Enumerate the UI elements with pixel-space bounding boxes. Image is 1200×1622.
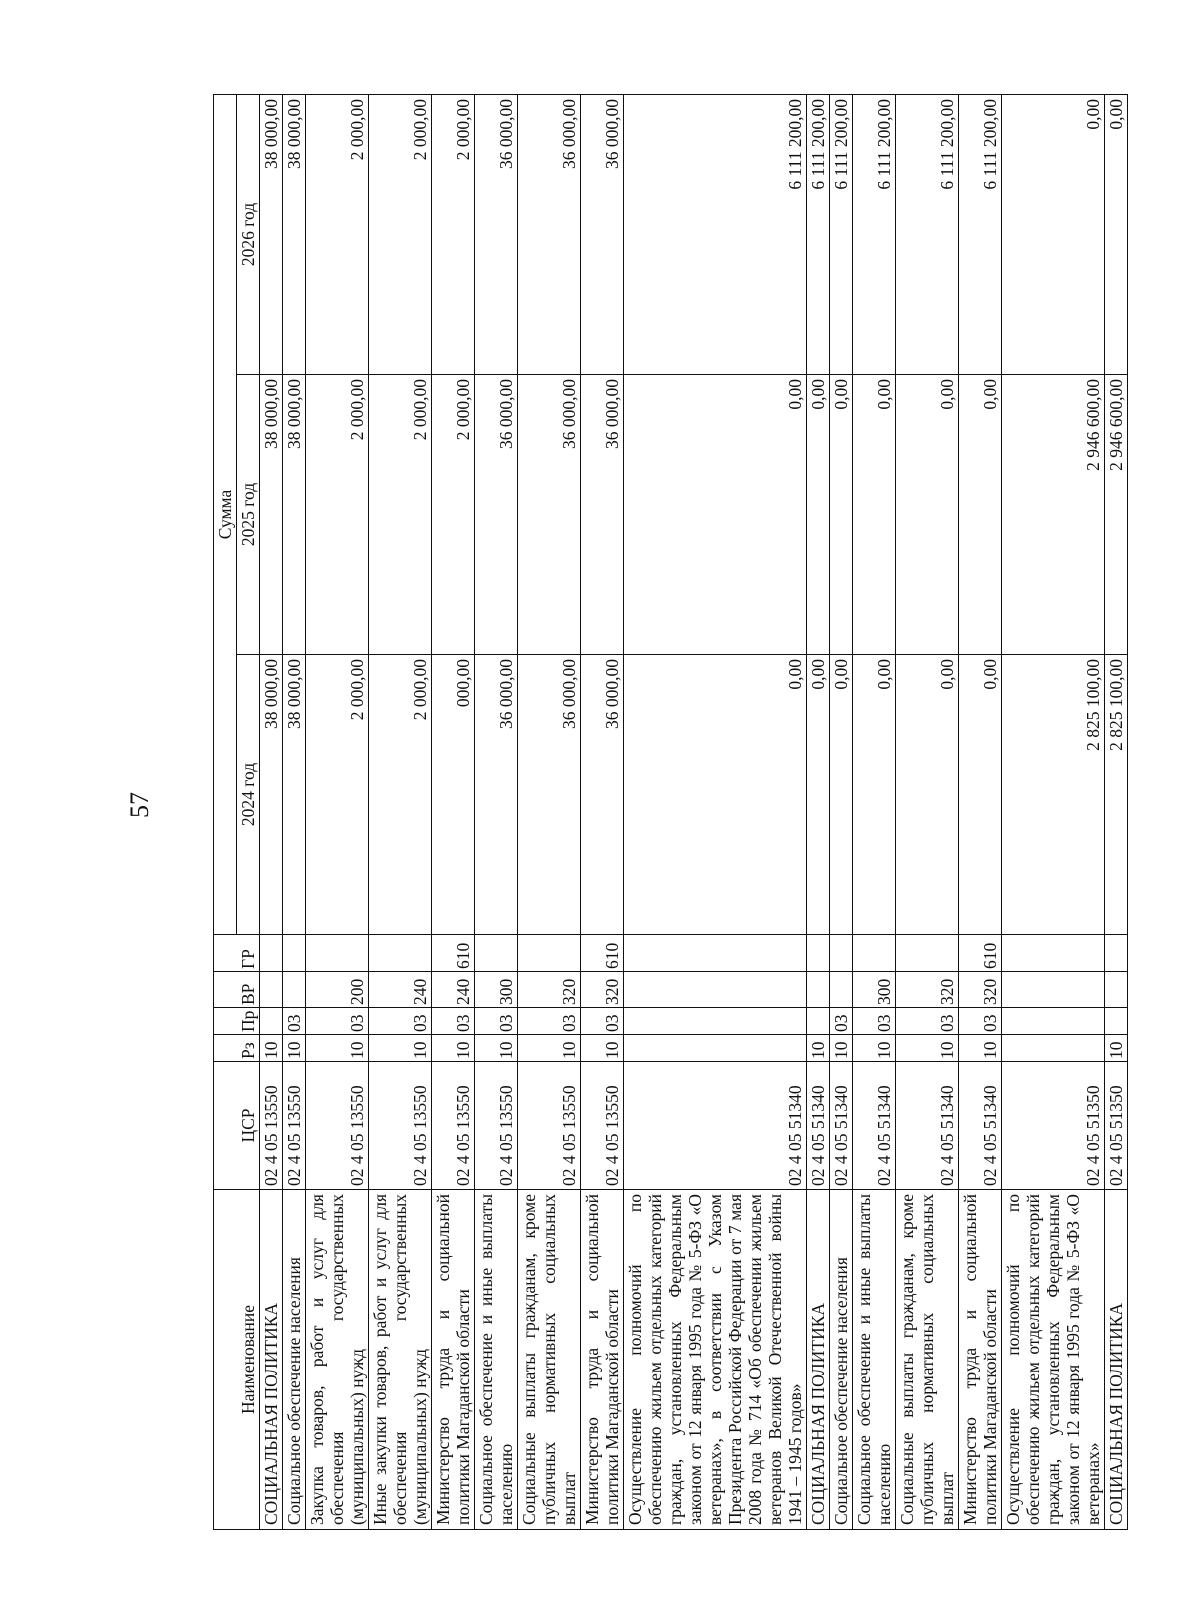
row-rz [1002, 1035, 1105, 1062]
row-gr [1002, 935, 1105, 972]
row-csr: 02 4 05 51340 [853, 1062, 896, 1190]
row-gr [260, 935, 283, 972]
row-pr: 03 [896, 1008, 959, 1035]
row-vr [624, 972, 807, 1008]
row-gr [1105, 935, 1128, 972]
row-gr [853, 935, 896, 972]
row-name: Министерство труда и социальной политики Магаданской области [581, 1190, 624, 1530]
row-sum-2024: 38 000,00 [283, 655, 306, 935]
header-vr: ВР [214, 972, 260, 1008]
row-name: Социальное обеспечение населения [283, 1190, 306, 1530]
row-sum-2024: 0,00 [853, 655, 896, 935]
header-csr: ЦСР [214, 1062, 260, 1190]
table-row [369, 94, 432, 1529]
row-csr: 02 4 05 13550 [369, 1062, 432, 1190]
row-sum-2024: 0,00 [959, 655, 1002, 935]
row-csr: 02 4 05 51340 [624, 1062, 807, 1190]
row-sum-2026: 6 111 200,00 [959, 94, 1002, 374]
row-name: Социальное обеспечение населения [830, 1190, 853, 1530]
row-rz: 10 [581, 1035, 624, 1062]
row-sum-2026: 6 111 200,00 [624, 94, 807, 374]
table-row [260, 94, 283, 1529]
row-vr [260, 972, 283, 1008]
row-name: Осуществление полномочий по обеспечению жильем отдельных категорий граждан, установленных Федеральным законом от 12 января 1995 года № 5-ФЗ «О ветеранах» [1002, 1190, 1105, 1530]
row-sum-2024: 38 000,00 [260, 655, 283, 935]
row-vr [283, 972, 306, 1008]
row-rz: 10 [369, 1035, 432, 1062]
row-sum-2025: 0,00 [807, 375, 830, 655]
row-csr: 02 4 05 51340 [896, 1062, 959, 1190]
row-name: Социальное обеспечение и иные выплаты населению [475, 1190, 518, 1530]
row-sum-2025: 2 000,00 [306, 375, 369, 655]
row-vr: 300 [853, 972, 896, 1008]
row-sum-2026: 0,00 [1105, 94, 1128, 374]
row-sum-2024: 000,00 [432, 655, 475, 935]
row-sum-2024: 2 000,00 [306, 655, 369, 935]
row-pr: 03 [306, 1008, 369, 1035]
row-pr [260, 1008, 283, 1035]
row-name: СОЦИАЛЬНАЯ ПОЛИТИКА [260, 1190, 283, 1530]
budget-table [213, 94, 1128, 1530]
row-sum-2024: 36 000,00 [581, 655, 624, 935]
row-name: Министерство труда и социальной политики Магаданской области [432, 1190, 475, 1530]
row-vr: 320 [518, 972, 581, 1008]
row-csr: 02 4 05 13550 [432, 1062, 475, 1190]
row-sum-2024: 2 825 100,00 [1002, 655, 1105, 935]
row-vr: 300 [475, 972, 518, 1008]
row-vr: 320 [581, 972, 624, 1008]
row-sum-2024: 0,00 [896, 655, 959, 935]
row-pr: 03 [283, 1008, 306, 1035]
row-vr: 240 [369, 972, 432, 1008]
row-name: СОЦИАЛЬНАЯ ПОЛИТИКА [807, 1190, 830, 1530]
table-row [807, 94, 830, 1529]
row-sum-2026: 6 111 200,00 [807, 94, 830, 374]
row-csr: 02 4 05 13550 [283, 1062, 306, 1190]
row-sum-2026: 2 000,00 [432, 94, 475, 374]
row-pr [807, 1008, 830, 1035]
table-row [896, 94, 959, 1529]
row-vr [830, 972, 853, 1008]
row-sum-2024: 0,00 [830, 655, 853, 935]
row-sum-2025: 38 000,00 [283, 375, 306, 655]
row-rz: 10 [475, 1035, 518, 1062]
rotated-table-container [213, 95, 1126, 1530]
table-row [830, 94, 853, 1529]
row-vr [807, 972, 830, 1008]
table-row [853, 94, 896, 1529]
row-sum-2026: 6 111 200,00 [853, 94, 896, 374]
row-name: Осуществление полномочий по обеспечению жильем отдельных категорий граждан, установленных Федеральным законом от 12 января 1995 года № 5-ФЗ «О ветеранах», в соответствии с Указом Президента Российской Федерации от 7 мая 2008 года № 714 «Об обеспечении жильем ветеранов Великой Отечественной войны 1941 – 1945 годов» [624, 1190, 807, 1530]
row-sum-2025: 38 000,00 [260, 375, 283, 655]
row-sum-2025: 2 946 600,00 [1105, 375, 1128, 655]
row-sum-2026: 0,00 [1002, 94, 1105, 374]
row-sum-2024: 36 000,00 [475, 655, 518, 935]
row-sum-2024: 2 825 100,00 [1105, 655, 1128, 935]
row-rz: 10 [306, 1035, 369, 1062]
row-pr [1002, 1008, 1105, 1035]
table-row [283, 94, 306, 1529]
row-name: Закупка товаров, работ и услуг для обеспечения государственных (муниципальных) нужд [306, 1190, 369, 1530]
row-pr: 03 [369, 1008, 432, 1035]
row-pr [1105, 1008, 1128, 1035]
row-gr [807, 935, 830, 972]
row-csr: 02 4 05 13550 [518, 1062, 581, 1190]
row-gr: 610 [581, 935, 624, 972]
header-sum: Сумма [214, 94, 237, 934]
row-vr [1105, 972, 1128, 1008]
row-sum-2025: 2 946 600,00 [1002, 375, 1105, 655]
row-csr: 02 4 05 51340 [959, 1062, 1002, 1190]
row-sum-2025: 36 000,00 [581, 375, 624, 655]
row-csr: 02 4 05 13550 [306, 1062, 369, 1190]
row-gr [830, 935, 853, 972]
row-sum-2026: 2 000,00 [369, 94, 432, 374]
header-2025: 2025 год [237, 375, 260, 655]
table-header [214, 94, 260, 1529]
row-vr [1002, 972, 1105, 1008]
header-rz: Рз [214, 1035, 260, 1062]
row-sum-2024: 36 000,00 [518, 655, 581, 935]
row-pr: 03 [475, 1008, 518, 1035]
header-2026: 2026 год [237, 94, 260, 374]
header-2024: 2024 год [237, 655, 260, 935]
row-rz: 10 [1105, 1035, 1128, 1062]
row-rz: 10 [959, 1035, 1002, 1062]
row-pr: 03 [853, 1008, 896, 1035]
row-name: Иные закупки товаров, работ и услуг для обеспечения государственных (муниципальных) нужд [369, 1190, 432, 1530]
row-sum-2024: 0,00 [624, 655, 807, 935]
header-name: Наименование [214, 1190, 260, 1530]
row-vr: 200 [306, 972, 369, 1008]
row-rz: 10 [853, 1035, 896, 1062]
row-gr: 610 [432, 935, 475, 972]
header-pr: Пр [214, 1008, 260, 1035]
row-name: Социальные выплаты гражданам, кроме публичных нормативных социальных выплат [518, 1190, 581, 1530]
row-vr: 240 [432, 972, 475, 1008]
row-vr: 320 [959, 972, 1002, 1008]
row-name: Министерство труда и социальной политики Магаданской области [959, 1190, 1002, 1530]
row-name: Социальные выплаты гражданам, кроме публичных нормативных социальных выплат [896, 1190, 959, 1530]
row-gr [369, 935, 432, 972]
table-row [1002, 94, 1105, 1529]
row-sum-2026: 36 000,00 [475, 94, 518, 374]
row-csr: 02 4 05 13550 [475, 1062, 518, 1190]
table-row [959, 94, 1002, 1529]
header-gr: ГР [214, 935, 260, 972]
row-gr [306, 935, 369, 972]
table-row [1105, 94, 1128, 1529]
row-rz [624, 1035, 807, 1062]
table-body [260, 94, 1128, 1529]
row-pr: 03 [581, 1008, 624, 1035]
row-rz: 10 [518, 1035, 581, 1062]
row-csr: 02 4 05 51340 [807, 1062, 830, 1190]
row-gr: 610 [959, 935, 1002, 972]
row-sum-2025: 36 000,00 [518, 375, 581, 655]
row-sum-2025: 0,00 [624, 375, 807, 655]
row-csr: 02 4 05 51350 [1105, 1062, 1128, 1190]
row-rz: 10 [283, 1035, 306, 1062]
row-sum-2025: 2 000,00 [369, 375, 432, 655]
row-gr [896, 935, 959, 972]
row-rz: 10 [896, 1035, 959, 1062]
row-name: Социальное обеспечение и иные выплаты населению [853, 1190, 896, 1530]
row-csr: 02 4 05 51340 [830, 1062, 853, 1190]
row-sum-2026: 36 000,00 [518, 94, 581, 374]
table-row [581, 94, 624, 1529]
row-gr [518, 935, 581, 972]
row-sum-2026: 38 000,00 [260, 94, 283, 374]
row-sum-2025: 0,00 [830, 375, 853, 655]
row-sum-2025: 2 000,00 [432, 375, 475, 655]
table-row [432, 94, 475, 1529]
row-sum-2025: 0,00 [896, 375, 959, 655]
table-row [624, 94, 807, 1529]
row-rz: 10 [830, 1035, 853, 1062]
row-sum-2025: 0,00 [959, 375, 1002, 655]
row-sum-2026: 6 111 200,00 [830, 94, 853, 374]
row-vr: 320 [896, 972, 959, 1008]
row-pr [624, 1008, 807, 1035]
row-name: СОЦИАЛЬНАЯ ПОЛИТИКА [1105, 1190, 1128, 1530]
row-pr: 03 [432, 1008, 475, 1035]
row-gr [475, 935, 518, 972]
row-pr: 03 [959, 1008, 1002, 1035]
table-row [306, 94, 369, 1529]
row-sum-2025: 0,00 [853, 375, 896, 655]
row-sum-2025: 36 000,00 [475, 375, 518, 655]
row-sum-2026: 38 000,00 [283, 94, 306, 374]
row-pr: 03 [518, 1008, 581, 1035]
row-pr: 03 [830, 1008, 853, 1035]
row-sum-2026: 36 000,00 [581, 94, 624, 374]
row-csr: 02 4 05 13550 [260, 1062, 283, 1190]
row-rz: 10 [432, 1035, 475, 1062]
row-sum-2024: 2 000,00 [369, 655, 432, 935]
table-row [518, 94, 581, 1529]
row-csr: 02 4 05 51350 [1002, 1062, 1105, 1190]
row-sum-2024: 0,00 [807, 655, 830, 935]
table-row [475, 94, 518, 1529]
row-sum-2026: 2 000,00 [306, 94, 369, 374]
page-number: 57 [125, 792, 154, 818]
row-gr [624, 935, 807, 972]
row-rz: 10 [260, 1035, 283, 1062]
row-rz: 10 [807, 1035, 830, 1062]
row-gr [283, 935, 306, 972]
row-csr: 02 4 05 13550 [581, 1062, 624, 1190]
row-sum-2026: 6 111 200,00 [896, 94, 959, 374]
